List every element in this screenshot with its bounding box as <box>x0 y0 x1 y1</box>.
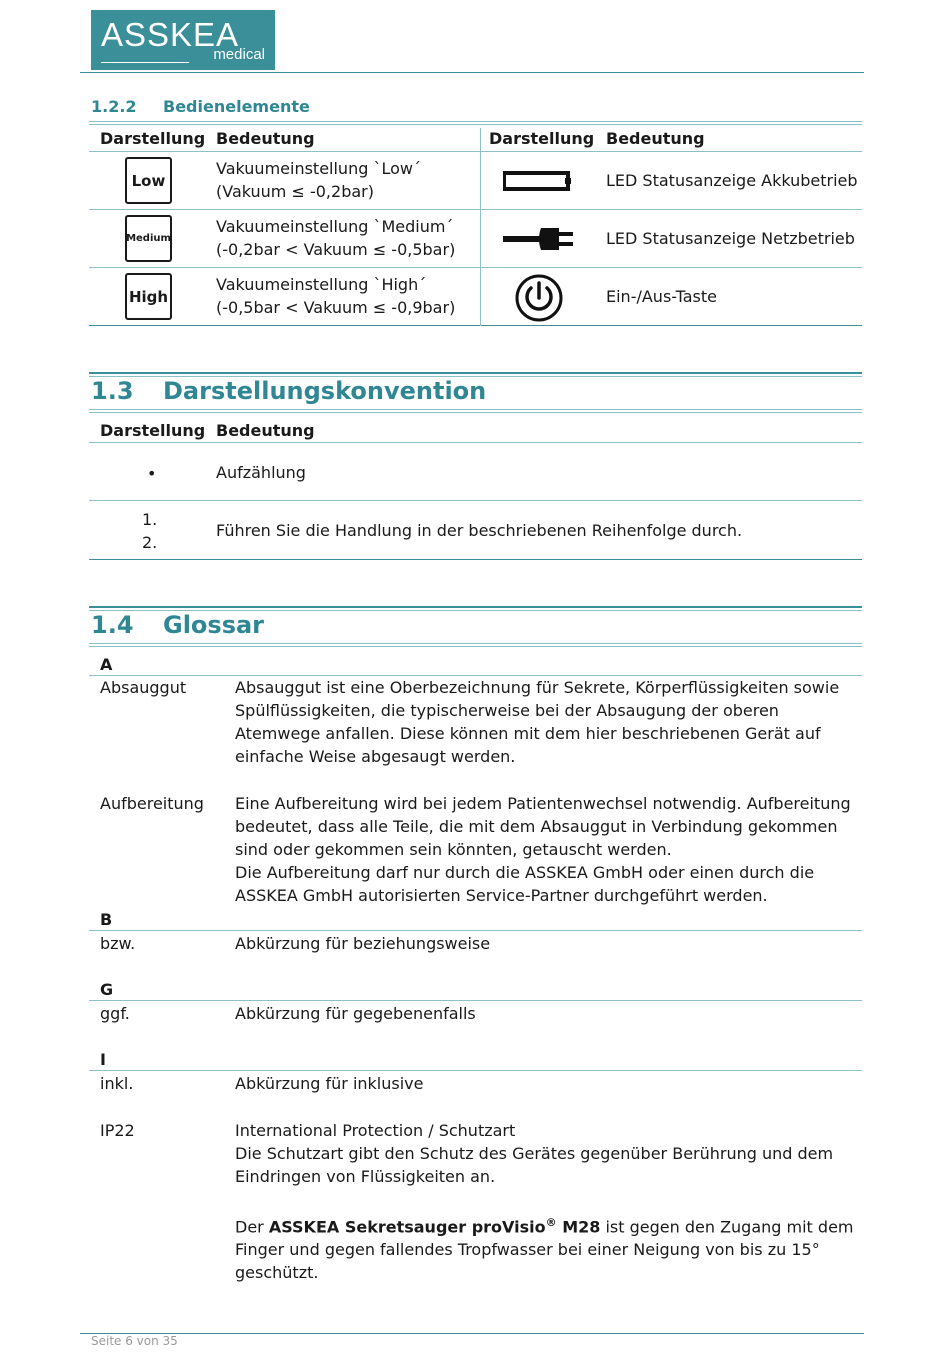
term-bzw: bzw. <box>100 934 136 953</box>
absauggut-line-1: Absauggut ist eine Oberbezeichnung für Sekrete, Körperflüssigkeiten sowie <box>235 678 840 697</box>
low-key-icon <box>125 157 172 204</box>
section-heading-1-2-2 <box>91 97 310 116</box>
table-rule-header <box>89 151 862 152</box>
header-darstellung-left: Darstellung <box>100 129 206 148</box>
high-description <box>216 273 455 319</box>
low-description <box>216 157 421 203</box>
high-key-label: High <box>128 287 169 306</box>
definition-inkl: Abkürzung für inklusive <box>235 1074 424 1093</box>
footer-rule <box>80 1333 864 1334</box>
high-line-2: (-0,5bar < Vakuum ≤ -0,9bar) <box>216 298 456 317</box>
power-button-icon <box>514 273 564 327</box>
medium-line-1: Vakuumeinstellung `Medium´ <box>216 217 454 236</box>
numbering-description: Führen Sie die Handlung in der beschriebenen Reihenfolge durch. <box>216 521 743 540</box>
section-title: Darstellungskonvention <box>163 377 487 405</box>
table-column-divider <box>480 128 481 326</box>
section-heading-text <box>91 377 486 405</box>
numbering-2: 2. <box>142 533 158 552</box>
header-darstellung-right: Darstellung <box>489 129 595 148</box>
battery-icon <box>503 171 573 197</box>
ip22-paragraph <box>235 1211 854 1284</box>
ip22-line-3: Eindringen von Flüssigkeiten an. <box>235 1167 496 1186</box>
asskea-logo <box>91 10 275 70</box>
heading-rule-top <box>89 372 862 374</box>
plug-description: LED Statusanzeige Netzbetrieb <box>606 229 855 248</box>
numbering-symbol <box>142 508 157 554</box>
aufbereitung-line-1: Eine Aufbereitung wird bei jedem Patientenwechsel notwendig. Aufbereitung <box>235 794 851 813</box>
low-key-label: Low <box>131 171 166 190</box>
power-plug-icon <box>503 224 575 258</box>
table-rule-bottom <box>89 325 862 326</box>
term-ip22: IP22 <box>100 1121 135 1140</box>
term-inkl: inkl. <box>100 1074 134 1093</box>
aufbereitung-line-3: sind oder gekommen sein könnten, getauscht werden. <box>235 840 672 859</box>
battery-description: LED Statusanzeige Akkubetrieb <box>606 171 858 190</box>
term-ggf: ggf. <box>100 1004 130 1023</box>
ip22-para-line-2: Finger und gegen fallendes Tropfwasser bei einer Neigung von bis zu 15° <box>235 1240 820 1260</box>
ip22-para-rest: ist gegen den Zugang mit dem <box>600 1217 854 1237</box>
definition-bzw: Abkürzung für beziehungsweise <box>235 934 491 953</box>
section-number: 1.2.2 <box>91 97 137 116</box>
absauggut-line-2: Spülflüssigkeiten, die typischerweise bei der Absaugung der oberen <box>235 701 779 720</box>
ip22-line-2: Die Schutzart gibt den Schutz des Gerätes gegenüber Berührung und dem <box>235 1144 834 1163</box>
logo-underline <box>101 62 189 63</box>
glossary-rule-g <box>89 1000 862 1001</box>
table-rule-row2 <box>89 267 862 268</box>
power-button-description: Ein-/Aus-Taste <box>606 287 717 306</box>
definition-ggf: Abkürzung für gegebenenfalls <box>235 1004 476 1023</box>
definition-ip22 <box>235 1119 833 1188</box>
ip22-product-name: ASSKEA Sekretsauger proVisio <box>268 1217 546 1237</box>
numbering-1: 1. <box>142 510 158 529</box>
heading-rule-bottom-2 <box>89 412 862 413</box>
low-line-1: Vakuumeinstellung `Low´ <box>216 159 421 178</box>
conv-rule-bottom <box>89 559 862 560</box>
absauggut-line-3: Atemwege anfallen. Diese können mit dem hier beschriebenen Gerät auf <box>235 724 821 743</box>
logo-sub: medical <box>213 46 265 63</box>
heading-rule-bottom-2 <box>89 646 862 647</box>
ip22-para-prefix: Der <box>235 1217 269 1237</box>
section-title: Bedienelemente <box>163 97 310 116</box>
glossary-letter-g: G <box>100 980 114 999</box>
definition-aufbereitung <box>235 792 851 907</box>
glossary-letter-b: B <box>100 910 113 929</box>
heading-rule-bottom <box>89 643 862 644</box>
table-rule-top-2 <box>89 124 862 125</box>
ip22-line-1: International Protection / Schutzart <box>235 1121 516 1140</box>
bullet-symbol: • <box>147 464 157 483</box>
medium-description <box>216 215 455 261</box>
medium-key-icon <box>125 215 172 262</box>
section-title: Glossar <box>163 611 265 639</box>
ip22-para-line-3: geschützt. <box>235 1263 319 1283</box>
glossary-letter-i: I <box>100 1050 106 1069</box>
term-aufbereitung: Aufbereitung <box>100 794 204 813</box>
glossary-rule-i <box>89 1070 862 1071</box>
definition-absauggut <box>235 676 839 768</box>
absauggut-line-4: einfache Weise abgesaugt werden. <box>235 747 516 766</box>
aufbereitung-line-5: ASSKEA GmbH autorisierten Service-Partner durchgeführt werden. <box>235 886 768 905</box>
low-line-2: (Vakuum ≤ -0,2bar) <box>216 182 374 201</box>
conv-rule-row1 <box>89 500 862 501</box>
section-heading-text <box>91 611 264 639</box>
header-bedeutung-right: Bedeutung <box>606 129 705 148</box>
header-rule <box>80 72 864 73</box>
ip22-product-model: M28 <box>556 1217 601 1237</box>
controls-table <box>89 121 862 327</box>
registered-mark: ® <box>545 1216 557 1229</box>
term-absauggut: Absauggut <box>100 678 187 697</box>
aufbereitung-line-2: bedeutet, dass alle Teile, die mit dem Absauggut in Verbindung gekommen <box>235 817 838 836</box>
high-key-icon <box>125 273 172 320</box>
heading-rule-bottom <box>89 409 862 410</box>
high-line-1: Vakuumeinstellung `High´ <box>216 275 427 294</box>
conv-header-darstellung: Darstellung <box>100 421 206 440</box>
glossary-rule-b <box>89 930 862 931</box>
conv-header-bedeutung: Bedeutung <box>216 421 315 440</box>
header-bedeutung-left: Bedeutung <box>216 129 315 148</box>
medium-line-2: (-0,2bar < Vakuum ≤ -0,5bar) <box>216 240 456 259</box>
page-number: Seite 6 von 35 <box>91 1334 178 1348</box>
conv-rule-header <box>89 442 862 443</box>
section-number: 1.4 <box>91 611 134 639</box>
aufbereitung-line-4: Die Aufbereitung darf nur durch die ASSKEA GmbH oder einen durch die <box>235 863 815 882</box>
section-number: 1.3 <box>91 377 134 405</box>
bullet-description: Aufzählung <box>216 463 306 482</box>
table-rule-row1 <box>89 209 862 210</box>
glossary-letter-a: A <box>100 655 113 674</box>
table-rule-top <box>89 121 862 122</box>
logo-brand: ASSKEA <box>101 16 240 53</box>
heading-rule-top <box>89 606 862 608</box>
ip22-para-line-1 <box>235 1211 854 1238</box>
medium-key-label: Medium <box>126 233 171 244</box>
